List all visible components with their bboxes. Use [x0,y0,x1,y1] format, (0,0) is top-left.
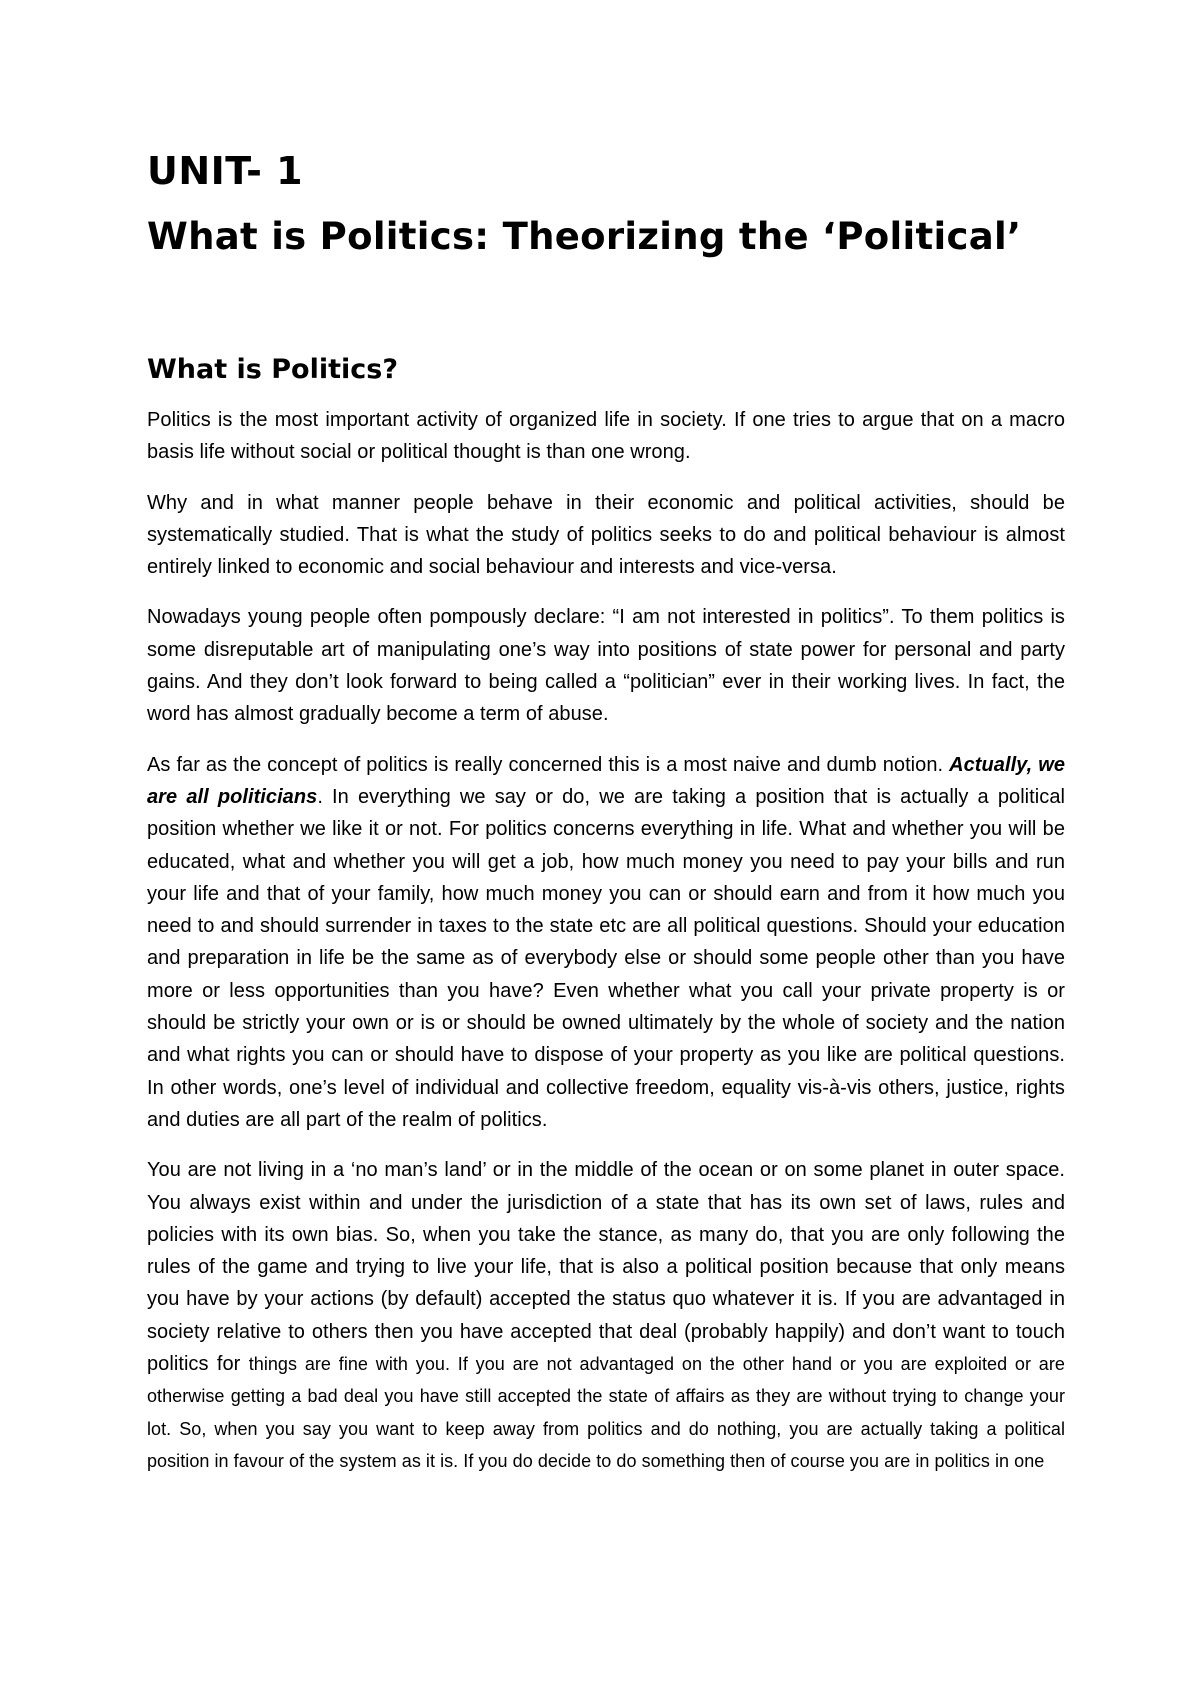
paragraph-4-emphasis: Actually, we are all politicians [147,753,1065,808]
paragraph-5-small-text: things are fine with you. If you are not advantaged on the other hand or you are exploited or are otherwise getting a bad deal you have still accepted the state of affairs as they are without trying to change your lot. So, when you say you want to keep away from politics and do nothing, you are actually taking a political position in favour of the system as it is. If you do decide to do something then of course you are in politics in one [147,1354,1065,1471]
paragraph-5-lead: You are not living in a ‘no man’s land’ or in the middle of the ocean or on some planet in outer space. You always exist within and under the jurisdiction of a state that has its own set of laws, rules and policies with its own bias. So, when you take the stance, as many do, that you are only following the rules of the game and trying to live your life, that is also a political position because that only means you have by your actions (by default) accepted the status quo whatever it is. If you are advantaged in society relative to others then you have accepted that deal (probably happily) and don’t want to touch politics for [147,1159,1065,1376]
document-title: What is Politics: Theorizing the ‘Political’ [147,215,1022,258]
paragraph-3: Nowadays young people often pompously declare: “I am not interested in politics”. To them politics is some disreputable art of manipulating one’s way into positions of state power for personal and party gains. And they don’t look forward to being called a “politician” ever in their working lives. In fact, the word has almost gradually become a term of abuse. [147,606,1065,726]
paragraph-4 [147,749,1065,1137]
unit-heading: UNIT- 1 [147,149,304,193]
paragraph-4-lead: As far as the concept of politics is really concerned this is a most naive and dumb notion. [147,753,950,776]
page-content [147,148,1065,1495]
paragraph-4-rest: . In everything we say or do, we are taking a position that is actually a political position whether we like it or not. For politics concerns everything in life. What and whether you will be educated, what and whether you will get a job, how much money you need to pay your bills and run your life and that of your family, how much money you can or should earn and from it how much you need to and should surrender in taxes to the state etc are all political questions. Should your education and preparation in life be the same as of everybody else or should some people other than you have more or less opportunities than you have? Even whether what you call your private property is or should be strictly your own or is or should be owned ultimately by the whole of society and the nation and what rights you can or should have to dispose of your property as you like are political questions. In other words, one’s level of individual and collective freedom, equality vis-à-vis others, justice, rights and duties are all part of the realm of politics. [147,785,1065,1131]
paragraph-2: Why and in what manner people behave in their economic and political activities, should be systematically studied. That is what the study of politics seeks to do and political behaviour is almost entirely linked to economic and social behaviour and interests and vice-versa. [147,491,1065,579]
paragraph-5 [147,1154,1065,1477]
paragraph-1: Politics is the most important activity of organized life in society. If one tries to argue that on a macro basis life without social or political thought is than one wrong. [147,409,1065,464]
section-heading: What is Politics? [147,354,399,385]
